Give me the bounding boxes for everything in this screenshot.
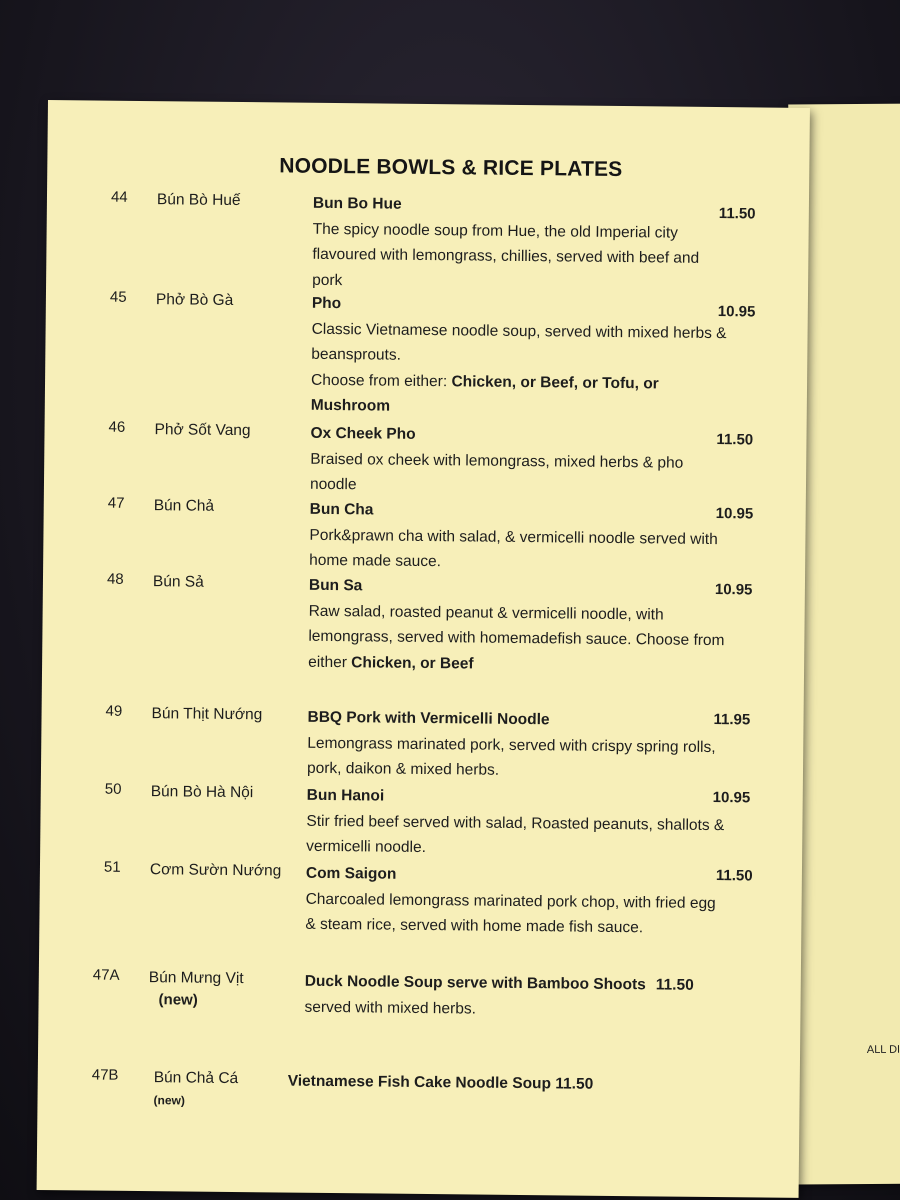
- item-description: [306, 783, 727, 864]
- item-description: [312, 191, 733, 297]
- item-english-name: Bun Hanoi: [306, 786, 385, 805]
- item-number: 45: [109, 288, 127, 306]
- menu-item-49: [42, 702, 804, 779]
- item-english-name: [305, 969, 745, 999]
- item-price: 10.95: [712, 788, 751, 807]
- item-english-name: Bun Bo Hue: [312, 194, 402, 213]
- item-number: 47A: [92, 966, 120, 984]
- item-vietnamese-name: Bún Bò Huế: [156, 191, 241, 210]
- item-vietnamese-text: Bún Mưng Vịt: [148, 969, 244, 988]
- item-description-text: served with mixed herbs.: [304, 998, 477, 1018]
- item-price: 10.95: [717, 303, 756, 321]
- item-english-name: Bun Sa: [308, 576, 363, 595]
- item-english-name: Ox Cheek Pho: [310, 424, 416, 443]
- item-number: 46: [108, 418, 126, 436]
- item-description-text: The spicy noodle soup from Hue, the old Imperial city flavoured with lemongrass, chillies, served with beef and pork: [312, 220, 700, 289]
- item-vietnamese-name: [148, 967, 243, 1012]
- item-description: [307, 705, 728, 786]
- item-description: [309, 497, 730, 578]
- item-vietnamese-name: Phở Sốt Vang: [154, 421, 251, 440]
- item-english-name-text: Duck Noodle Soup serve with Bamboo Shoots: [304, 972, 646, 994]
- menu-item-47a: [39, 966, 801, 1018]
- item-number: 51: [103, 858, 121, 876]
- item-price: 10.95: [715, 505, 754, 523]
- item-description-text: Charcoaled lemongrass marinated pork chop, with fried egg & steam rice, served with home made fish sauce.: [305, 890, 716, 937]
- item-vietnamese-name: Bún Thịt Nướng: [151, 705, 263, 724]
- item-vietnamese-name: [153, 1067, 238, 1112]
- item-description: [310, 421, 731, 502]
- item-choice-options: Chicken, or Beef, or Tofu, or Mushroom: [310, 372, 659, 415]
- item-price: 11.95: [713, 711, 751, 729]
- item-description-text: Lemongrass marinated pork, served with crispy spring rolls, pork, daikon & mixed herbs.: [306, 734, 716, 779]
- item-vietnamese-name: Bún Chả: [153, 497, 215, 515]
- item-vietnamese-name: Bún Bò Hà Nội: [150, 783, 254, 802]
- item-price: 11.50: [718, 205, 756, 223]
- item-description: [308, 573, 729, 679]
- item-price: 11.50: [716, 431, 754, 449]
- item-number: 44: [110, 188, 128, 206]
- item-choice-options: Chicken, or Beef: [351, 653, 474, 672]
- item-description: [311, 291, 732, 423]
- item-description-text: Pork&prawn cha with salad, & vermicelli noodle served with home made sauce.: [309, 526, 718, 571]
- item-number: 48: [106, 570, 124, 588]
- menu-item-47b: [38, 1066, 800, 1108]
- item-vietnamese-text: Bún Chả Cá: [153, 1069, 239, 1088]
- item-vietnamese-name: Bún Sả: [152, 573, 204, 591]
- menu-item-44: [47, 188, 809, 289]
- item-english-name-text: Vietnamese Fish Cake Noodle Soup: [287, 1072, 552, 1093]
- item-description: [304, 969, 745, 1025]
- page-title: NOODLE BOWLS & RICE PLATES: [279, 154, 623, 182]
- right-page-text-fragment: ALL DI: [866, 1043, 900, 1056]
- item-description-text: Braised ox cheek with lemongrass, mixed herbs & pho noodle: [309, 450, 684, 494]
- item-english-name: Pho: [311, 294, 342, 313]
- item-price: 11.50: [655, 976, 694, 994]
- item-description-text: Raw salad, roasted peanut & vermicelli noodle, with lemongrass, served with homemadefish sauce. Choose from either: [308, 602, 725, 671]
- item-vietnamese-name: Cơm Sườn Nướng: [149, 861, 282, 880]
- new-badge: (new): [153, 1093, 185, 1108]
- item-vietnamese-name: Phở Bò Gà: [155, 291, 234, 309]
- item-english-name: Com Saigon: [305, 864, 397, 883]
- item-price: 10.95: [714, 581, 753, 599]
- item-price: 11.50: [715, 867, 753, 885]
- item-description-text: Classic Vietnamese noodle soup, served with mixed herbs & beansprouts.: [311, 320, 727, 364]
- item-number: 49: [105, 702, 123, 720]
- item-english-name: Bun Cha: [309, 500, 374, 519]
- menu-page: [37, 100, 810, 1198]
- item-number: 47: [107, 494, 125, 512]
- item-description: [305, 861, 726, 942]
- item-description: [288, 1069, 748, 1099]
- item-choice-prefix: Choose from either:: [310, 371, 452, 390]
- item-number: 47B: [91, 1066, 119, 1084]
- item-english-name: [288, 1069, 748, 1099]
- item-english-name: BBQ Pork with Vermicelli Noodle: [307, 708, 550, 729]
- item-price: 11.50: [555, 1075, 594, 1093]
- item-number: 50: [104, 780, 122, 798]
- new-badge: (new): [158, 991, 198, 1009]
- item-description-text: Stir fried beef served with salad, Roasted peanuts, shallots & vermicelli noodle.: [306, 812, 725, 856]
